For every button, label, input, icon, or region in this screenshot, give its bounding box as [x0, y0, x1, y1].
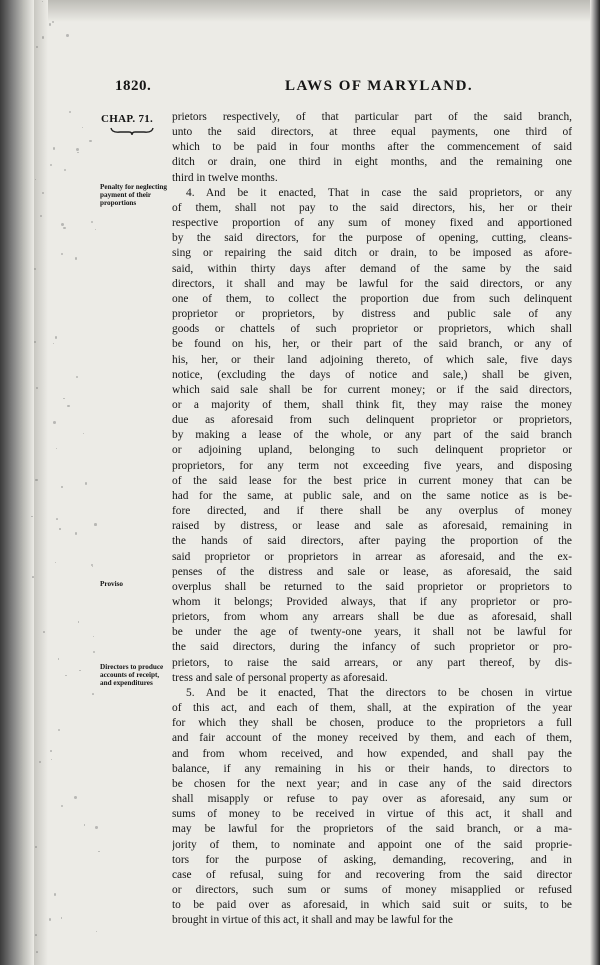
text-line: ditch or drain, one third in eight months, and the remaining one [172, 156, 572, 169]
text-line: and fair account of the money received by them, and each of them, [172, 732, 572, 745]
paper-speckle [66, 34, 69, 37]
text-line: of the said lease for the best price in current money that can be [172, 474, 572, 487]
header-title: LAWS OF MARYLAND. [285, 78, 474, 94]
text-line: one of them, to collect the proportion due from such delinquent [172, 292, 572, 305]
text-line: and from whom received, and how expended, and shall pay the [172, 747, 572, 760]
paper-speckle [61, 486, 62, 487]
text-line: the hands of said directors, after paying the proportion of the [172, 535, 572, 548]
paper-speckle [61, 917, 62, 918]
paper-speckle [95, 229, 96, 230]
paper-speckle [59, 528, 60, 529]
text-line: the said directors, during the infancy of such proprietor or pro- [172, 641, 572, 654]
text-line: said, within thirty days after demand of the same by the said [172, 262, 572, 275]
paper-speckle [36, 951, 38, 953]
paper-speckle [91, 564, 93, 566]
paper-speckle [55, 562, 56, 563]
text-line: sing or repairing the said ditch or drain, to be imposed as afore- [172, 247, 572, 260]
paper-speckle [83, 433, 84, 434]
paper-speckle [63, 398, 64, 399]
paper-speckle [42, 1, 43, 2]
text-line: raised by distress, or lease and sale as aforesaid, remaining in [172, 520, 572, 533]
page-right-edge [590, 0, 600, 965]
paper-speckle [36, 46, 38, 48]
text-line: by making a lease of the whole, or any part of the said branch [172, 429, 572, 442]
text-line: unto the said directors, at three equal payments, one third of [172, 126, 572, 139]
text-line: prietors, to raise the said arrears, or any part thereof, by dis- [172, 656, 572, 669]
text-line: said proprietor or proprietors in arrear as aforesaid, and the ex- [172, 550, 572, 563]
paper-speckle [65, 675, 67, 677]
paper-speckle [56, 448, 57, 449]
text-line: tors for the purpose of asking, demanding, recovering, and in [172, 853, 572, 866]
chapter-brace [110, 127, 154, 135]
text-line: goods or chattels of such proprietor or proprietors, which shall [172, 323, 572, 336]
paper-speckle [75, 532, 77, 534]
paper-speckle [49, 23, 52, 26]
text-line: proprietors, for any term not exceeding five years, and disposing [172, 459, 572, 472]
paper-speckle [35, 179, 36, 180]
text-line: penses of the distress and sale or lease, as aforesaid, the said [172, 565, 572, 578]
paper-speckle [98, 851, 100, 853]
text-line: prietors, from whom any arrears shall be due as aforesaid, shall [172, 611, 572, 624]
text-line: to be paid over as aforesaid, in which said suit or suits, to be [172, 899, 572, 912]
text-line: of them, shall not pay to the said directors, his, her or their [172, 201, 572, 214]
margin-note-directors-accounts: Directors to produce accounts of receipt, and expenditures [100, 663, 164, 687]
paper-speckle [84, 824, 86, 826]
paper-speckle [91, 221, 93, 223]
paper-speckle [54, 893, 56, 895]
text-line: be under the age of twenty-one years, it shall not be lawful for [172, 626, 572, 639]
paper-speckle [51, 759, 52, 760]
text-line: his, her, or their land adjoining thereto, of which sale, five days [172, 353, 572, 366]
paper-speckle [61, 253, 63, 255]
paper-speckle [74, 796, 77, 799]
paper-speckle [75, 257, 77, 259]
paper-speckle [76, 376, 78, 378]
text-line: jority of them, to nominate and appoint one of the said proprie- [172, 838, 572, 851]
paper-speckle [64, 169, 66, 171]
text-line: of this act, and each of them, shall, at the expiration of the year [172, 702, 572, 715]
paper-speckle [85, 482, 88, 485]
paper-speckle [92, 566, 93, 567]
text-line: prietors respectively, of that particular part of the said branch, [172, 111, 572, 123]
page-top-shadow [0, 0, 600, 22]
paper-speckle [93, 636, 94, 637]
text-line: be chosen for the next year; and in case any of the said directors [172, 777, 572, 790]
paper-speckle [89, 140, 92, 143]
paper-speckle [61, 805, 63, 807]
binding-gutter [0, 0, 34, 965]
paper-speckle [35, 934, 37, 936]
text-line: overplus shall be returned to the said proprietor or proprietors to [172, 580, 572, 593]
paper-speckle [78, 621, 80, 623]
paper-speckle [32, 576, 34, 578]
running-header [115, 78, 575, 102]
paper-speckle [93, 651, 95, 653]
paper-speckle [50, 750, 52, 752]
paper-speckle [52, 21, 54, 23]
text-line: or adjoining upland, belonging to such delinquent proprietor or [172, 444, 572, 457]
margin-note-penalty: Penalty for neglecting payment of their proportions [100, 183, 167, 207]
text-line: had for the same, at public sale, and on the same notice as is be- [172, 489, 572, 502]
chapter-number: CHAP. 71. [101, 113, 154, 125]
margin-note-proviso: Proviso [100, 580, 124, 588]
paper-speckle [53, 421, 56, 424]
paper-speckle [76, 148, 79, 151]
text-line: or a majority of them, shall think fit, they may raise the money [172, 398, 572, 411]
text-line: third in twelve months. [172, 171, 278, 184]
text-line: may be lawful for the proprietors of the said branch, or a ma- [172, 823, 572, 836]
paper-speckle [53, 343, 54, 344]
text-line: or directors, such sum or sums of money misapplied or refused [172, 883, 572, 896]
text-line: tress and sale of personal property as aforesaid. [172, 671, 388, 684]
paper-speckle [50, 164, 52, 166]
paper-speckle [53, 147, 55, 149]
paper-speckle [79, 670, 80, 671]
paper-speckle [58, 658, 59, 659]
paper-speckle [94, 523, 97, 526]
text-line: by the said directors, for the purpose of opening, cutting, cleans- [172, 232, 572, 245]
text-line: respective proportion of any sum of money fixed and apportioned [172, 217, 572, 230]
text-line: sums of money to be received in virtue of this act, it shall and [172, 808, 572, 821]
text-line: whom it belongs; Provided always, that if any proprietor or pro- [172, 596, 572, 608]
text-line: proprietor or proprietors, by distress and public sale of any [172, 308, 572, 321]
text-line: which said sale shall be for current money; or if the said directors, [172, 383, 572, 396]
text-line: 4. And be it enacted, That in case the said proprietors, or any [186, 186, 572, 199]
text-line: notice, (excluding the days of notice and sale,) shall be given, [172, 368, 572, 381]
text-line: balance, if any remaining in his or their hands, to directors to [172, 762, 572, 775]
paper-speckle [69, 111, 71, 113]
paper-speckle [58, 729, 60, 731]
paper-speckle [63, 227, 66, 230]
header-year: 1820. [115, 78, 152, 94]
text-line: brought in virtue of this act, it shall and may be lawful for the [172, 914, 453, 927]
paper-speckle [31, 516, 32, 517]
gutter-fade [34, 0, 48, 965]
paper-speckle [49, 918, 51, 920]
paper-speckle [82, 127, 83, 128]
paper-speckle [35, 479, 37, 481]
text-line: 5. And be it enacted, That the directors to be chosen in virtue [186, 686, 572, 699]
paper-speckle [95, 826, 98, 829]
paper-speckle [67, 405, 70, 408]
paper-speckle [96, 931, 97, 932]
paper-speckle [35, 846, 37, 848]
paper-speckle [61, 223, 64, 226]
text-line: for which they shall be chosen, produce to the proprietors a full [172, 717, 572, 730]
paper-speckle [55, 336, 58, 339]
paper-speckle [56, 518, 58, 520]
text-line: which to be paid in four months after the commencement of said [172, 141, 572, 154]
text-line: directors, it shall and may be lawful for the said directors, or any [172, 277, 572, 290]
text-line: case of refusal, suing for and recovering from the said director [172, 868, 572, 881]
paper-speckle [43, 631, 45, 633]
paper-speckle [40, 215, 42, 217]
paper-speckle [77, 152, 78, 153]
paper-speckle [92, 693, 94, 695]
body-text [172, 110, 572, 928]
text-line: fore directed, and if there shall be any overplus of money [172, 505, 572, 518]
text-line: due as aforesaid from such delinquent proprietor or proprietors, [172, 414, 572, 427]
text-line: be found on his, her, or their part of the said branch, or any of [172, 338, 572, 351]
text-line: shall misapply or refuse to pay over as aforesaid, any sum or [172, 793, 572, 806]
